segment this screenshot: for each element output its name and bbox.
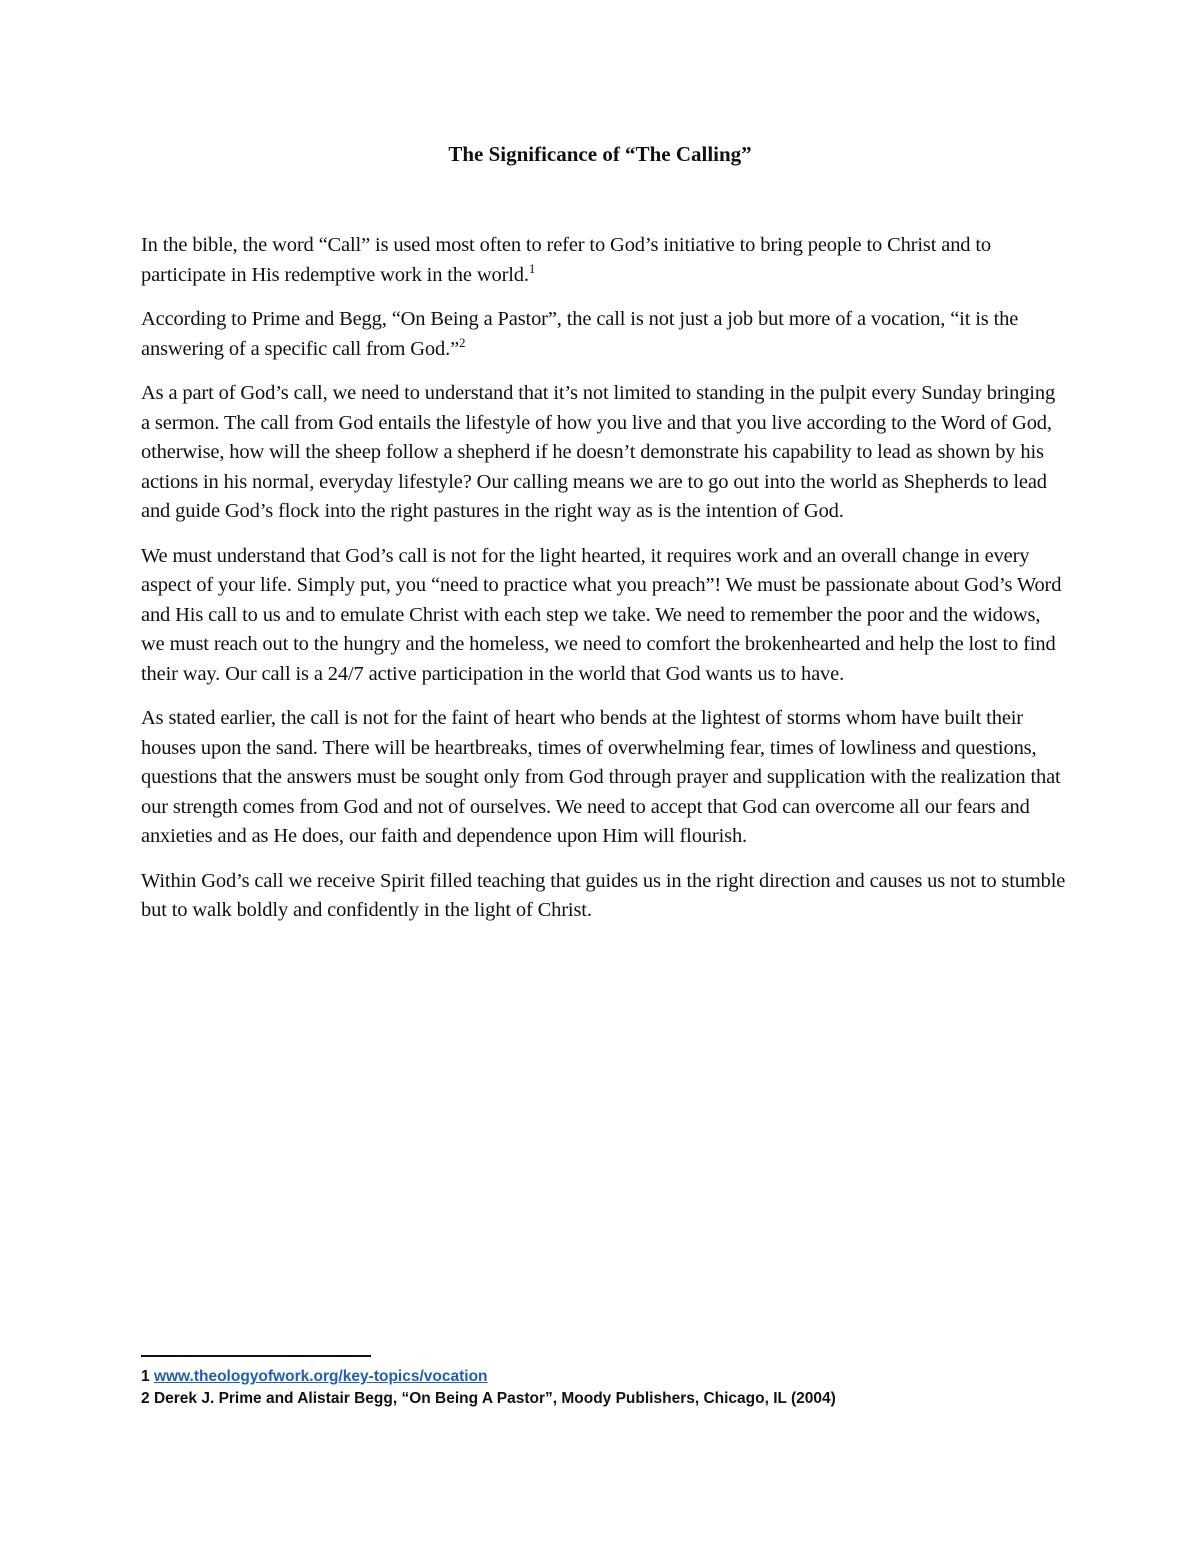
paragraph-2	[141, 305, 1066, 364]
footnote-number: 2	[141, 1390, 150, 1407]
paragraph-4: We must understand that God’s call is not for the light hearted, it requires work and an overall change in every aspect of your life. Simply put, you “need to practice what you preach”! We must be passionate about God’s Word and His call to us and to emulate Christ with each step we take. We need to remember the poor and the widows, we must reach out to the hungry and the homeless, we need to comfort the brokenhearted and help the lost to find their way. Our call is a 24/7 active participation in the world that God wants us to have.	[141, 544, 1062, 685]
paragraph-text: In the bible, the word “Call” is used most often to refer to God’s initiative to bring people to Christ and to participate in His redemptive work in the world.	[141, 234, 992, 286]
footnotes	[141, 1366, 1066, 1410]
footnote-1	[141, 1366, 1066, 1388]
footnote-text: Derek J. Prime and Alistair Begg, “On Being A Pastor”, Moody Publishers, Chicago, IL (2004)	[153, 1390, 836, 1407]
footnote-separator	[141, 1355, 371, 1357]
paragraph-6: Within God’s call we receive Spirit filled teaching that guides us in the right direction and causes us not to stumble but to walk boldly and confidently in the light of Christ.	[141, 869, 1066, 921]
paragraph-1	[141, 231, 1066, 290]
document-title: The Significance of “The Calling”	[448, 142, 752, 166]
footnote-link[interactable]: www.theologyofwork.org/key-topics/vocation	[153, 1368, 488, 1385]
paragraph-text: According to Prime and Begg, “On Being a Pastor”, the call is not just a job but more of a vocation, “it is the answering of a specific call from God.”	[141, 308, 1019, 360]
footnote-reference-1[interactable]: 1	[528, 260, 536, 276]
footnote-number: 1	[141, 1368, 150, 1385]
footnote-reference-2[interactable]: 2	[459, 334, 466, 350]
document-body	[141, 231, 1066, 941]
paragraph-3: As a part of God’s call, we need to understand that it’s not limited to standing in the pulpit every Sunday bringing a sermon. The call from God entails the lifestyle of how you live and that you live according to the Word of God, otherwise, how will the sheep follow a shepherd if he doesn’t demonstrate his capability to lead as shown by his actions in his normal, everyday lifestyle? Our calling means we are to go out into the world as Shepherds to lead and guide God’s flock into the right pastures in the right way as is the intention of God.	[141, 382, 1056, 522]
paragraph-5: As stated earlier, the call is not for the faint of heart who bends at the lightest of storms whom have built their houses upon the sand. There will be heartbreaks, times of overwhelming fear, times of lowliness and questions, questions that the answers must be sought only from God through prayer and supplication with the realization that our strength comes from God and not of ourselves. We need to accept that God can overcome all our fears and anxieties and as He does, our faith and dependence upon Him will flourish.	[141, 707, 1061, 847]
footnote-2	[141, 1388, 1066, 1410]
